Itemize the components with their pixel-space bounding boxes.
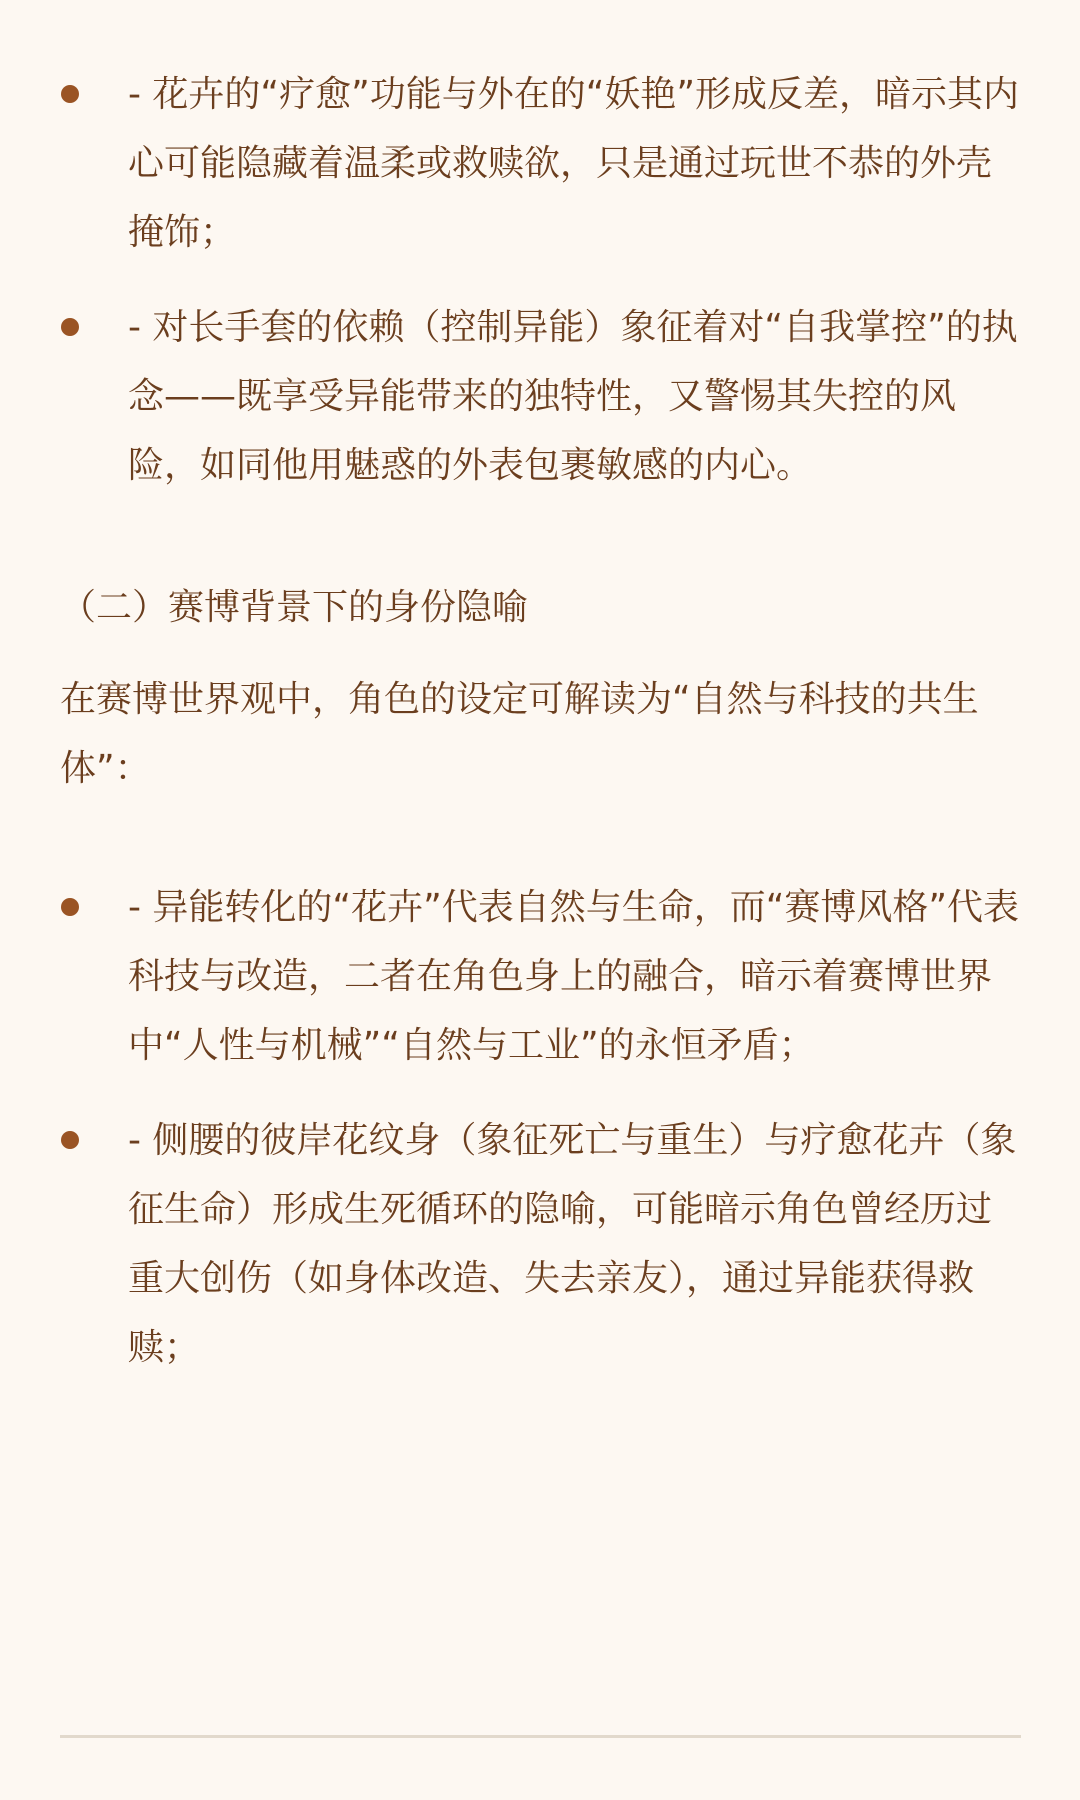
- list-item-text: - 侧腰的彼岸花纹身（象征死亡与重生）与疗愈花卉（象征生命）形成生死循环的隐喻，可能暗示角色曾经历过重大创伤（如身体改造、失去亲友），通过异能获得救赎；: [128, 1120, 1017, 1368]
- article-content: [60, 60, 1022, 1382]
- list-item: [60, 293, 1022, 500]
- bullet-dot-icon: [61, 85, 79, 103]
- section-divider: [60, 1735, 1021, 1738]
- bullet-list: [60, 60, 1022, 500]
- list-item-text: - 对长手套的依赖（控制异能）象征着对“自我掌控”的执念——既享受异能带来的独特性，又警惕其失控的风险，如同他用魅惑的外表包裹敏感的内心。: [128, 307, 1018, 486]
- bullet-dot-icon: [61, 898, 79, 916]
- list-item-text: - 花卉的“疗愈”功能与外在的“妖艳”形成反差，暗示其内心可能隐藏着温柔或救赎欲，只是通过玩世不恭的外壳掩饰；: [128, 74, 1020, 253]
- list-item: [60, 1106, 1022, 1382]
- list-item-text: - 异能转化的“花卉”代表自然与生命，而“赛博风格”代表科技与改造，二者在角色身上的融合，暗示着赛博世界中“人性与机械”“自然与工业”的永恒矛盾；: [128, 887, 1020, 1066]
- bullet-list: [60, 873, 1022, 1382]
- section-heading: （二）赛博背景下的身份隐喻: [60, 587, 529, 628]
- bullet-dot-icon: [61, 1131, 79, 1149]
- list-item: [60, 60, 1022, 267]
- list-item: [60, 873, 1022, 1080]
- bullet-dot-icon: [61, 318, 79, 336]
- intro-paragraph: 在赛博世界观中，角色的设定可解读为“自然与科技的共生体”：: [60, 679, 979, 789]
